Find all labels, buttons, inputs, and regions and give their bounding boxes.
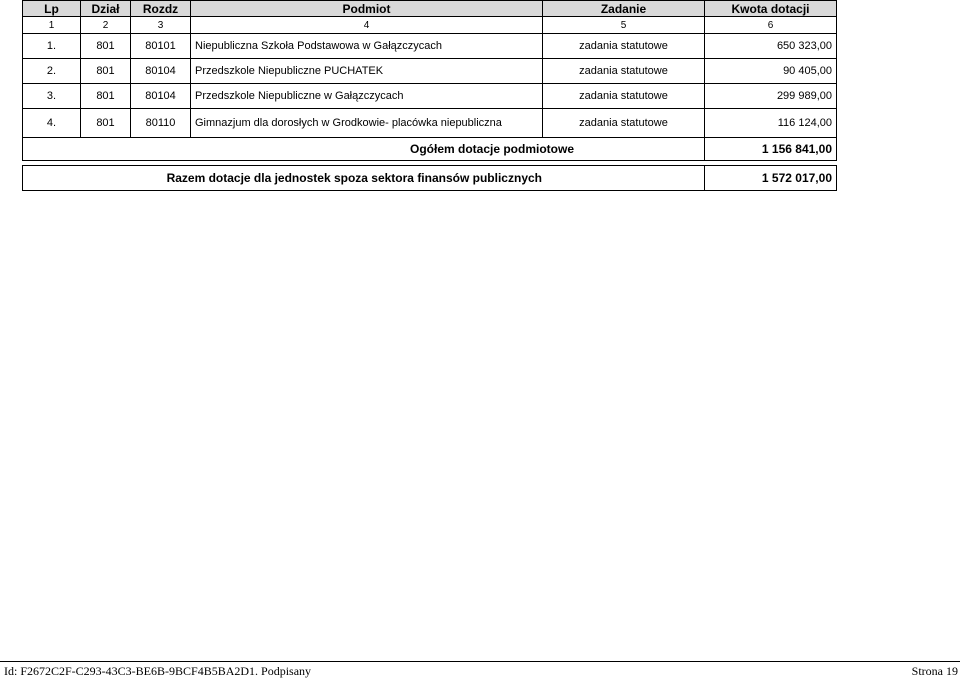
subtotal-row bbox=[23, 138, 837, 161]
cell-kwota: 90 405,00 bbox=[705, 59, 837, 84]
header-podmiot: Podmiot bbox=[191, 1, 543, 17]
column-number: 5 bbox=[543, 17, 705, 34]
cell-podmiot: Przedszkole Niepubliczne w Gałązczycach bbox=[191, 84, 543, 109]
column-number: 1 bbox=[23, 17, 81, 34]
table-row bbox=[23, 59, 837, 84]
total-row bbox=[23, 166, 837, 191]
column-number: 4 bbox=[191, 17, 543, 34]
cell-kwota: 299 989,00 bbox=[705, 84, 837, 109]
total-label: Razem dotacje dla jednostek spoza sektora finansów publicznych bbox=[23, 166, 705, 191]
cell-zadanie: zadania statutowe bbox=[543, 34, 705, 59]
total-value: 1 572 017,00 bbox=[705, 166, 837, 191]
header-dzial: Dział bbox=[81, 1, 131, 17]
page-footer bbox=[0, 661, 960, 680]
table-row bbox=[23, 109, 837, 138]
subtotal-label: Ogółem dotacje podmiotowe bbox=[23, 138, 705, 161]
column-number: 6 bbox=[705, 17, 837, 34]
cell-dzial: 801 bbox=[81, 109, 131, 138]
cell-rozdz: 80104 bbox=[131, 84, 191, 109]
cell-kwota: 650 323,00 bbox=[705, 34, 837, 59]
header-zadanie: Zadanie bbox=[543, 1, 705, 17]
subsidy-table bbox=[22, 0, 837, 191]
cell-lp: 2. bbox=[23, 59, 81, 84]
cell-kwota: 116 124,00 bbox=[705, 109, 837, 138]
column-number: 2 bbox=[81, 17, 131, 34]
header-lp: Lp bbox=[23, 1, 81, 17]
cell-lp: 3. bbox=[23, 84, 81, 109]
cell-dzial: 801 bbox=[81, 59, 131, 84]
cell-zadanie: zadania statutowe bbox=[543, 84, 705, 109]
header-row bbox=[23, 1, 837, 17]
table-row bbox=[23, 84, 837, 109]
cell-podmiot: Gimnazjum dla dorosłych w Grodkowie- placówka niepubliczna bbox=[191, 109, 543, 138]
cell-rozdz: 80110 bbox=[131, 109, 191, 138]
cell-podmiot: Niepubliczna Szkoła Podstawowa w Gałązczycach bbox=[191, 34, 543, 59]
cell-lp: 1. bbox=[23, 34, 81, 59]
page-number: Strona 19 bbox=[911, 664, 958, 678]
table-row bbox=[23, 34, 837, 59]
cell-dzial: 801 bbox=[81, 84, 131, 109]
cell-podmiot: Przedszkole Niepubliczne PUCHATEK bbox=[191, 59, 543, 84]
subtotal-value: 1 156 841,00 bbox=[705, 138, 837, 161]
column-number-row bbox=[23, 17, 837, 34]
header-kwota: Kwota dotacji bbox=[705, 1, 837, 17]
header-rozdz: Rozdz bbox=[131, 1, 191, 17]
cell-rozdz: 80101 bbox=[131, 34, 191, 59]
cell-zadanie: zadania statutowe bbox=[543, 109, 705, 138]
cell-zadanie: zadania statutowe bbox=[543, 59, 705, 84]
cell-dzial: 801 bbox=[81, 34, 131, 59]
document-id: Id: F2672C2F-C293-43C3-BE6B-9BCF4B5BA2D1. Podpisany bbox=[4, 664, 312, 678]
cell-rozdz: 80104 bbox=[131, 59, 191, 84]
cell-lp: 4. bbox=[23, 109, 81, 138]
column-number: 3 bbox=[131, 17, 191, 34]
